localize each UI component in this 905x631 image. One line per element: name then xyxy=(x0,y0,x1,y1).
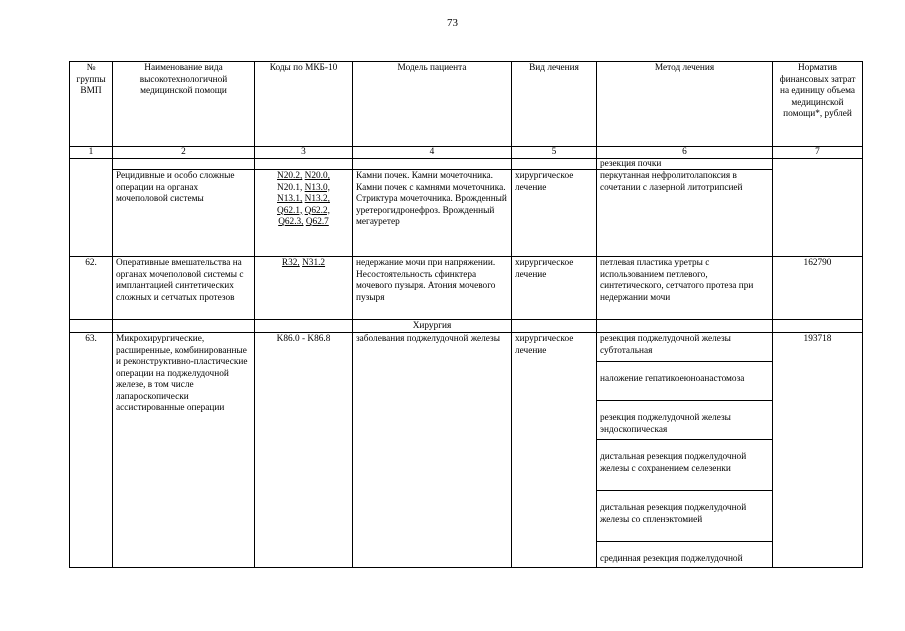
column-number: 6 xyxy=(597,147,773,159)
method-item: дистальная резекция поджелудочной железы с сохранением селезенки xyxy=(597,440,772,491)
section-row xyxy=(70,320,863,333)
patient-model-cell: Камни почек. Камни мочеточника. Камни почек с камнями мочеточника. Стриктура мочеточника. Врожденный уретерогидронефроз. Врожденный мегауретер xyxy=(353,170,512,257)
treatment-type-cell: хирургическое лечение xyxy=(512,257,597,320)
header-care-type: Наименование вида высокотехнологичной медицинской помощи xyxy=(113,62,255,147)
patient-model-cell: недержание мочи при напряжении. Несостоятельность сфинктера мочевого пузыря. Атония мочевого пузыря xyxy=(353,257,512,320)
icd-code: Q62.7 xyxy=(305,217,329,227)
care-type-cell: Микрохирургические, расширенные, комбинированные и реконструктивно-пластические операции на поджелудочной железе, в том числе лапароскопически ассистированные операции xyxy=(113,333,255,568)
method-list-cell xyxy=(597,333,773,568)
cost-cell: 162790 xyxy=(773,257,863,320)
care-type-cell: Рецидивные и особо сложные операции на органах мочеполовой системы xyxy=(113,170,255,257)
icd-code: N13.1, xyxy=(277,194,303,204)
method-item: дистальная резекция поджелудочной железы со спленэктомией xyxy=(597,491,772,542)
page-number: 73 xyxy=(447,17,458,29)
method-cell: петлевая пластика уретры с использованием петлевого, синтетического, сетчатого протеза при недержании мочи xyxy=(597,257,773,320)
column-number: 3 xyxy=(255,147,353,159)
group-number-cell xyxy=(70,159,113,257)
header-patient-model: Модель пациента xyxy=(353,62,512,147)
column-number: 7 xyxy=(773,147,863,159)
table-row xyxy=(70,159,863,170)
icd-codes-cell xyxy=(255,170,353,257)
table-row xyxy=(70,257,863,320)
vmp-table xyxy=(69,61,863,568)
care-type-cell: Оперативные вмешательства на органах мочеполовой системы с имплантацией синтетических сложных и сетчатых протезов xyxy=(113,257,255,320)
table-row xyxy=(70,170,863,257)
header-icd-codes: Коды по МКБ-10 xyxy=(255,62,353,147)
icd-code: R32, xyxy=(281,258,300,268)
icd-code: Q62.3, xyxy=(278,217,304,227)
column-number-row xyxy=(70,147,863,159)
table-row xyxy=(70,333,863,568)
icd-code: N20.0, xyxy=(304,171,330,181)
icd-code: N13.2, xyxy=(304,194,330,204)
header-cost-norm: Норматив финансовых затрат на единицу объема медицинской помощи*, рублей xyxy=(773,62,863,147)
table-header-row xyxy=(70,62,863,147)
icd-codes-cell: K86.0 - K86.8 xyxy=(255,333,353,568)
patient-model-cell: заболевания поджелудочной железы xyxy=(353,333,512,568)
header-treatment-type: Вид лечения xyxy=(512,62,597,147)
group-number-cell: 63. xyxy=(70,333,113,568)
icd-code: Q62.1, xyxy=(277,205,303,216)
column-number: 1 xyxy=(70,147,113,159)
header-treatment-method: Метод лечения xyxy=(597,62,773,147)
method-cell: резекция почки xyxy=(597,159,773,170)
method-item: срединная резекция поджелудочной xyxy=(600,554,743,564)
icd-code: Q62.2, xyxy=(304,205,330,216)
column-number: 2 xyxy=(113,147,255,159)
method-item: резекция поджелудочной железы эндоскопическая xyxy=(597,401,772,440)
method-cell: перкутанная нефролитолапоксия в сочетании с лазерной литотрипсией xyxy=(597,170,773,257)
icd-codes-cell xyxy=(255,257,353,320)
method-item: резекция поджелудочной железы субтотальная xyxy=(597,333,772,362)
column-number: 5 xyxy=(512,147,597,159)
icd-code: N13.0, xyxy=(304,182,330,193)
icd-code: N31.2 xyxy=(302,258,326,268)
treatment-type-cell: хирургическое лечение xyxy=(512,170,597,257)
cost-cell xyxy=(773,159,863,257)
method-item: наложение гепатикоеюноанастомоза xyxy=(597,362,772,401)
treatment-type-cell: хирургическое лечение xyxy=(512,333,597,568)
icd-code: N20.2, xyxy=(277,171,303,181)
cost-cell: 193718 xyxy=(773,333,863,568)
column-number: 4 xyxy=(353,147,512,159)
header-group-number: № группы ВМП xyxy=(70,62,113,147)
icd-code: N20.1, xyxy=(277,182,303,193)
section-title: Хирургия xyxy=(353,320,512,333)
group-number-cell: 62. xyxy=(70,257,113,320)
